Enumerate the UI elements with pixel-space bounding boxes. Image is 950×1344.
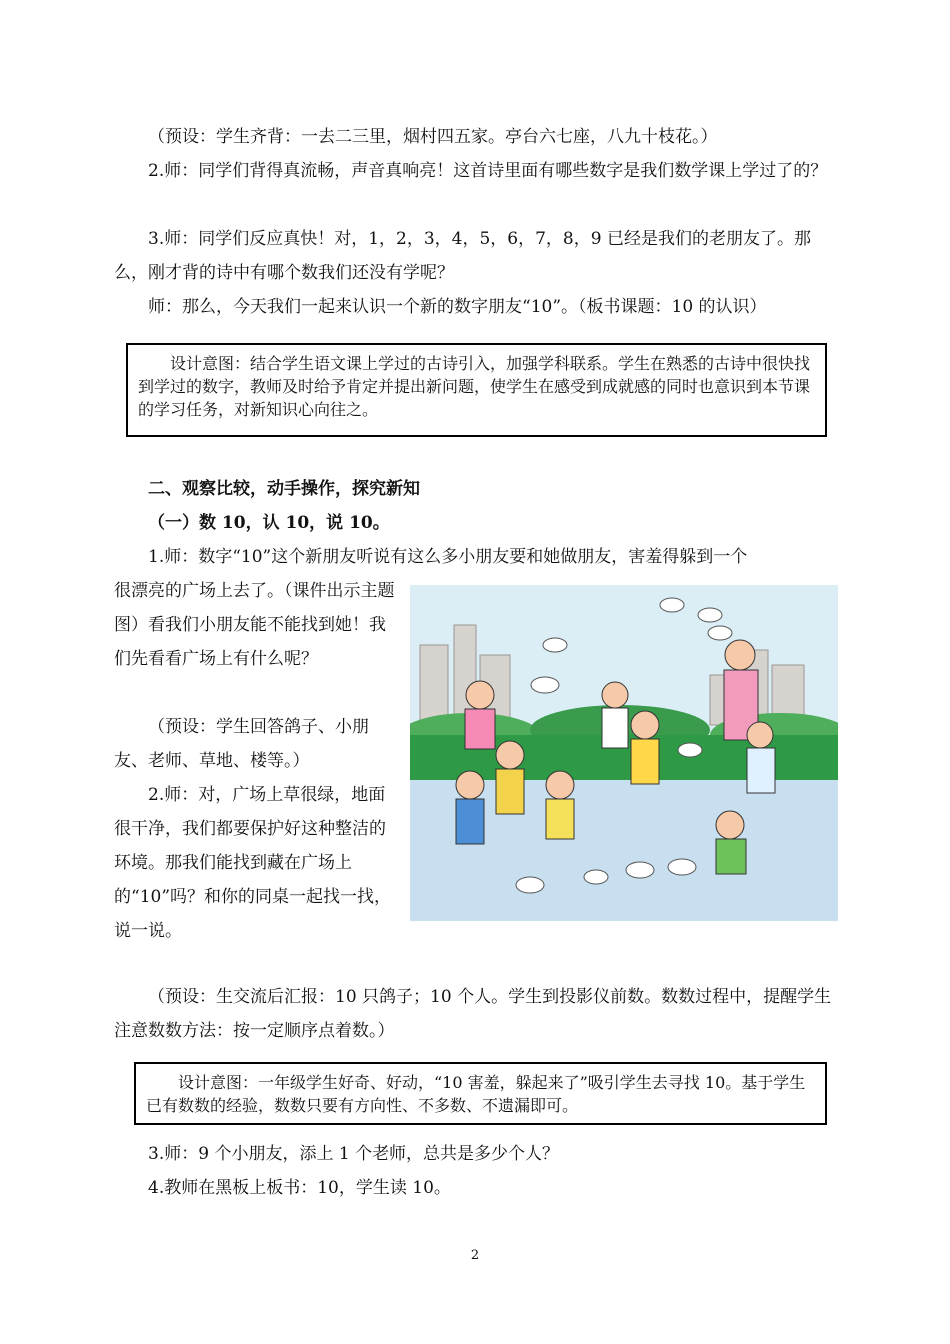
plaza-theme-illustration bbox=[410, 585, 838, 921]
subsection-heading: （一）数 10，认 10，说 10。 bbox=[148, 513, 390, 533]
design-intent-text-1: 设计意图：结合学生语文课上学过的古诗引入，加强学科联系。学生在熟悉的古诗中很快找到学过的数字，教师及时给予肯定并提出新问题，使学生在感受到成就感的同时也意识到本节课的学习任务，对新知识心向往之。 bbox=[138, 354, 811, 419]
step-3-text: 3.师：9 个小朋友，添上 1 个老师，总共是多少个人？ bbox=[148, 1144, 560, 1164]
step-3-question: 3.师：同学们反应真快！对，1，2，3，4，5，6，7，8，9 已经是我们的老朋友了。那么，刚才背的诗中有哪个数我们还没有学呢？ bbox=[114, 229, 811, 283]
section-heading: 二、观察比较，动手操作，探究新知 bbox=[148, 479, 420, 499]
step-1-line-1: 1.师：数字“10”这个新朋友听说有这么多小朋友要和她做朋友，害羞得躲到一个 bbox=[148, 547, 748, 567]
teacher-line: 师：那么，今天我们一起来认识一个新的数字朋友“10”。（板书课题：10 的认识） bbox=[148, 297, 767, 317]
design-intent-box-1 bbox=[126, 343, 827, 437]
design-intent-box-2 bbox=[134, 1062, 827, 1125]
step-1-rest: 很漂亮的广场上去了。（课件出示主题图）看我们小朋友能不能找到她！我们先看看广场上有什么呢？ bbox=[114, 581, 395, 669]
design-intent-text-2: 设计意图：一年级学生好奇、好动，“10 害羞，躲起来了”吸引学生去寻找 10。基于学生已有数数的经验，数数只要有方向性、不多数、不遗漏即可。 bbox=[146, 1073, 806, 1115]
step-4-text: 4.教师在黑板上板书：10，学生读 10。 bbox=[148, 1178, 451, 1198]
preset-report: （预设：生交流后汇报：10 只鸽子；10 个人。学生到投影仪前数。数数过程中，提醒学生注意数数方法：按一定顺序点着数。） bbox=[114, 987, 832, 1041]
page-number: 2 bbox=[470, 1248, 480, 1263]
preset-recite: （预设：学生齐背：一去二三里，烟村四五家。亭台六七座，八九十枝花。） bbox=[148, 127, 718, 147]
step-2-question: 2.师：同学们背得真流畅，声音真响亮！这首诗里面有哪些数字是我们数学课上学过了的？ bbox=[148, 161, 828, 181]
step-2-text: 2.师：对，广场上草很绿，地面很干净，我们都要保护好这种整洁的环境。那我们能找到藏在广场上的“10”吗？和你的同桌一起找一找，说一说。 bbox=[114, 785, 392, 941]
preset-answer: （预设：学生回答鸽子、小朋友、老师、草地、楼等。） bbox=[114, 717, 369, 771]
